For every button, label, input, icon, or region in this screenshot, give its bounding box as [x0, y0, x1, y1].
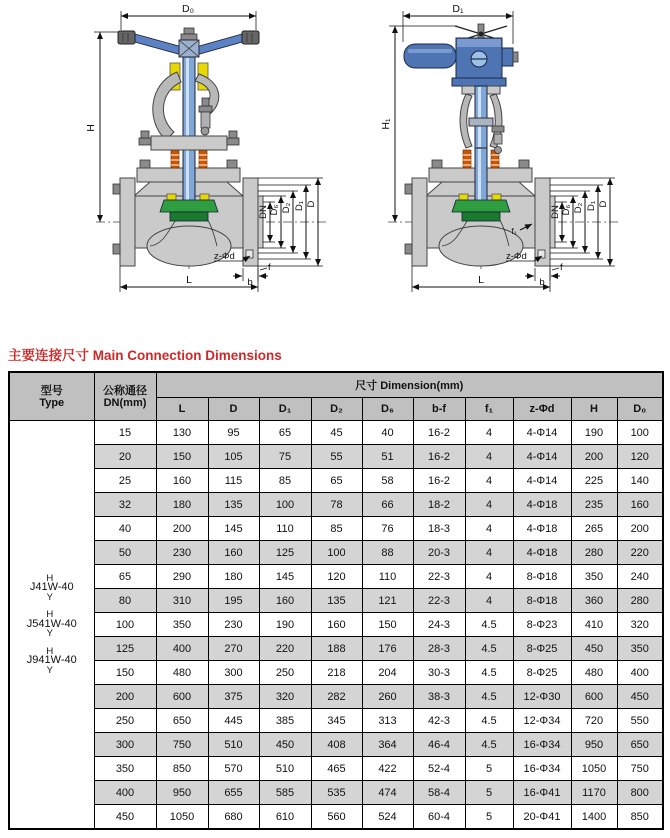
- table-row: [9, 613, 663, 637]
- actuator-connector: [502, 48, 513, 66]
- dim-cell: 474: [362, 781, 413, 805]
- dim-cell: 75: [259, 445, 311, 469]
- dim-cell: 280: [617, 589, 663, 613]
- dim-cell: 345: [311, 709, 362, 733]
- dim-cell: 20: [94, 445, 156, 469]
- dim-cell: 120: [311, 565, 362, 589]
- dim-cell: 4.5: [465, 661, 513, 685]
- dim-cell: 850: [156, 757, 208, 781]
- valve-type: H J941W-40 Y: [26, 645, 77, 676]
- dim-cell: 22-3: [413, 565, 465, 589]
- dim-cell: 4: [465, 493, 513, 517]
- dim-cell: 450: [571, 637, 617, 661]
- dim-cell: 85: [311, 517, 362, 541]
- dim-cell: 58: [362, 469, 413, 493]
- dim-cell: 4: [465, 421, 513, 445]
- col-header-D1: D₁: [259, 398, 311, 421]
- col-header-L: L: [156, 398, 208, 421]
- dim-cell: 200: [571, 445, 617, 469]
- dim-cell: 195: [208, 589, 259, 613]
- dim-cell: 4.5: [465, 613, 513, 637]
- dim-cell: 20-3: [413, 541, 465, 565]
- dim-cell: 8-Φ23: [513, 613, 571, 637]
- handwheel-spoke: [135, 34, 182, 55]
- dim-cell: 15: [94, 421, 156, 445]
- dim-cell: 135: [208, 493, 259, 517]
- type-header-cjk: 型号: [40, 384, 63, 397]
- table-row: [9, 709, 663, 733]
- valve-diagrams: [0, 0, 670, 300]
- table-row: [9, 733, 663, 757]
- dim-cell: 4-Φ14: [513, 469, 571, 493]
- dim-cell: 280: [571, 541, 617, 565]
- dim-cell: 300: [94, 733, 156, 757]
- stem-coupling: [469, 118, 493, 126]
- dim-cell: 4.5: [465, 709, 513, 733]
- dim-cell: 1400: [571, 805, 617, 830]
- dim-cell: 4-Φ18: [513, 517, 571, 541]
- dim-cell: 150: [362, 613, 413, 637]
- section-title: [8, 344, 670, 364]
- dim-cell: 65: [259, 421, 311, 445]
- table-row: [9, 781, 663, 805]
- dim-cell: 105: [208, 445, 259, 469]
- dim-cell: 4.5: [465, 685, 513, 709]
- dim-cell: 350: [156, 613, 208, 637]
- dim-cell: 400: [617, 661, 663, 685]
- col-header-D2: D₂: [311, 398, 362, 421]
- dim-cell: 28-3: [413, 637, 465, 661]
- dim-cell: 4: [465, 589, 513, 613]
- dim-cell: 570: [208, 757, 259, 781]
- dim-cell: 270: [208, 637, 259, 661]
- dim-cell: 120: [617, 445, 663, 469]
- dim-cell: 650: [156, 709, 208, 733]
- dim-cell: 65: [311, 469, 362, 493]
- dim-cell: 85: [259, 469, 311, 493]
- dim-cell: 240: [617, 565, 663, 589]
- dim-cell: 180: [156, 493, 208, 517]
- dim-cell: 250: [259, 661, 311, 685]
- dim-cell: 5: [465, 781, 513, 805]
- dim-cell: 42-3: [413, 709, 465, 733]
- dn-header-cjk: 公称通径: [103, 384, 147, 397]
- dim-cell: 230: [208, 613, 259, 637]
- dim-cell: 218: [311, 661, 362, 685]
- dim-cell: 100: [311, 541, 362, 565]
- table-row: [9, 421, 663, 445]
- dim-cell: 16-2: [413, 445, 465, 469]
- dim-cell: 16-Φ34: [513, 757, 571, 781]
- dim-cell: 204: [362, 661, 413, 685]
- dim-cell: 720: [571, 709, 617, 733]
- dim-cell: 80: [94, 589, 156, 613]
- dim-cell: 450: [259, 733, 311, 757]
- dim-cell: 220: [617, 541, 663, 565]
- dim-cell: 4: [465, 565, 513, 589]
- col-header-f1: f₁: [465, 398, 513, 421]
- section-title-text: 主要连接尺寸 Main Connection Dimensions: [8, 348, 282, 363]
- col-header-D0: D₀: [617, 398, 663, 421]
- dim-cell: 600: [571, 685, 617, 709]
- dim-cell: 850: [617, 805, 663, 830]
- dim-cell: 550: [617, 709, 663, 733]
- dim-cell: 230: [156, 541, 208, 565]
- dimension-table: [8, 371, 664, 830]
- dim-cell: 145: [259, 565, 311, 589]
- dim-label-d1-top: D₁: [452, 3, 464, 15]
- manual-valve-diagram: [85, 3, 326, 292]
- dim-cell: 121: [362, 589, 413, 613]
- dim-cell: 310: [156, 589, 208, 613]
- dim-label-d0: D₀: [182, 3, 194, 15]
- yoke-arm: [153, 72, 181, 140]
- dim-cell: 50: [94, 541, 156, 565]
- dim-cell: 66: [362, 493, 413, 517]
- dim-cell: 130: [156, 421, 208, 445]
- dim-cell: 190: [259, 613, 311, 637]
- dim-cell: 480: [156, 661, 208, 685]
- table-row: [9, 661, 663, 685]
- dim-cell: 5: [465, 805, 513, 830]
- table-row: [9, 469, 663, 493]
- dim-cell: 20-Φ41: [513, 805, 571, 830]
- dim-cell: 4: [465, 541, 513, 565]
- handwheel-spoke: [196, 34, 242, 55]
- dim-cell: 115: [208, 469, 259, 493]
- dim-cell: 360: [571, 589, 617, 613]
- dim-cell: 385: [259, 709, 311, 733]
- dim-cell: 5: [465, 757, 513, 781]
- electric-valve-diagram: [380, 3, 618, 292]
- dim-cell: 140: [617, 469, 663, 493]
- dim-cell: 45: [311, 421, 362, 445]
- col-header-D6: D₆: [362, 398, 413, 421]
- table-row: [9, 757, 663, 781]
- dim-cell: 4: [465, 445, 513, 469]
- dim-cell: 110: [259, 517, 311, 541]
- dim-cell: 200: [617, 517, 663, 541]
- dim-cell: 524: [362, 805, 413, 830]
- dim-cell: 8-Φ18: [513, 589, 571, 613]
- type-cell: [9, 421, 94, 830]
- dim-cell: 480: [571, 661, 617, 685]
- dim-cell: 160: [208, 541, 259, 565]
- dim-cell: 375: [208, 685, 259, 709]
- dim-cell: 290: [156, 565, 208, 589]
- dim-cell: 1050: [571, 757, 617, 781]
- dim-cell: 25: [94, 469, 156, 493]
- dim-cell: 4: [465, 469, 513, 493]
- dim-cell: 750: [617, 757, 663, 781]
- dim-cell: 76: [362, 517, 413, 541]
- dim-cell: 46-4: [413, 733, 465, 757]
- dim-cell: 88: [362, 541, 413, 565]
- dim-cell: 610: [259, 805, 311, 830]
- dim-cell: 8-Φ18: [513, 565, 571, 589]
- dim-cell: 655: [208, 781, 259, 805]
- dim-cell: 265: [571, 517, 617, 541]
- dim-cell: 95: [208, 421, 259, 445]
- dim-cell: 200: [156, 517, 208, 541]
- dim-cell: 585: [259, 781, 311, 805]
- valve-type: H J541W-40 Y: [26, 609, 77, 640]
- dim-cell: 220: [259, 637, 311, 661]
- dim-cell: 190: [571, 421, 617, 445]
- dim-cell: 410: [571, 613, 617, 637]
- dim-cell: 16-Φ41: [513, 781, 571, 805]
- dim-cell: 400: [94, 781, 156, 805]
- dim-label-h1: H₁: [380, 118, 392, 130]
- dim-cell: 422: [362, 757, 413, 781]
- table-row: [9, 805, 663, 830]
- dim-cell: 510: [208, 733, 259, 757]
- dim-cell: 225: [571, 469, 617, 493]
- dim-cell: 8-Φ25: [513, 661, 571, 685]
- dim-cell: 16-2: [413, 469, 465, 493]
- table-row: [9, 685, 663, 709]
- dim-cell: 950: [156, 781, 208, 805]
- dim-cell: 188: [311, 637, 362, 661]
- dn-header-en: DN(mm): [103, 396, 147, 409]
- dim-cell: 350: [94, 757, 156, 781]
- dim-cell: 78: [311, 493, 362, 517]
- dim-cell: 12-Φ34: [513, 709, 571, 733]
- dim-cell: 950: [571, 733, 617, 757]
- dim-cell: 145: [208, 517, 259, 541]
- dim-cell: 350: [617, 637, 663, 661]
- bonnet: [151, 136, 227, 150]
- dim-cell: 250: [94, 709, 156, 733]
- col-header-H: H: [571, 398, 617, 421]
- table-row: [9, 637, 663, 661]
- col-header-dn: [94, 372, 156, 421]
- dim-cell: 260: [362, 685, 413, 709]
- dim-cell: 40: [362, 421, 413, 445]
- dim-cell: 4-Φ18: [513, 493, 571, 517]
- table-row: [9, 493, 663, 517]
- dim-cell: 4-Φ14: [513, 421, 571, 445]
- table-row: [9, 589, 663, 613]
- handwheel-knob: [118, 31, 135, 44]
- dim-cell: 800: [617, 781, 663, 805]
- dimension-table-body: [9, 421, 663, 830]
- dim-cell: 4-Φ14: [513, 445, 571, 469]
- table-row: [9, 445, 663, 469]
- dim-cell: 600: [156, 685, 208, 709]
- dim-cell: 65: [94, 565, 156, 589]
- dim-cell: 1050: [156, 805, 208, 830]
- actuator-motor: [404, 44, 456, 68]
- type-header-en: Type: [39, 396, 65, 409]
- dim-cell: 200: [94, 685, 156, 709]
- dim-cell: 320: [259, 685, 311, 709]
- dim-cell: 235: [571, 493, 617, 517]
- dim-cell: 135: [311, 589, 362, 613]
- dim-cell: 313: [362, 709, 413, 733]
- dim-cell: 282: [311, 685, 362, 709]
- dim-cell: 40: [94, 517, 156, 541]
- dim-cell: 680: [208, 805, 259, 830]
- dim-label-h: H: [85, 124, 97, 132]
- col-header-dimension-group: 尺寸 Dimension(mm): [156, 372, 663, 398]
- dim-cell: 4: [465, 517, 513, 541]
- dim-cell: 58-4: [413, 781, 465, 805]
- dim-cell: 38-3: [413, 685, 465, 709]
- dim-cell: 150: [94, 661, 156, 685]
- dim-cell: 60-4: [413, 805, 465, 830]
- dim-cell: 364: [362, 733, 413, 757]
- dim-cell: 560: [311, 805, 362, 830]
- valve-type: H J41W-40 Y: [29, 572, 74, 603]
- dim-cell: 30-3: [413, 661, 465, 685]
- dim-cell: 125: [259, 541, 311, 565]
- handwheel-knob: [242, 31, 259, 44]
- dim-label-f1: f₁: [511, 226, 517, 236]
- dim-cell: 450: [617, 685, 663, 709]
- dim-cell: 22-3: [413, 589, 465, 613]
- col-header-b-f: b-f: [413, 398, 465, 421]
- table-header: [9, 372, 663, 421]
- dim-cell: 650: [617, 733, 663, 757]
- dim-cell: 55: [311, 445, 362, 469]
- dim-cell: 176: [362, 637, 413, 661]
- dim-cell: 32: [94, 493, 156, 517]
- actuator-handwheel: [455, 26, 481, 34]
- dim-cell: 400: [156, 637, 208, 661]
- dim-cell: 160: [311, 613, 362, 637]
- gland-eyebolt: [199, 106, 212, 112]
- stem-nut: [184, 28, 194, 34]
- dim-cell: 160: [259, 589, 311, 613]
- dim-cell: 100: [259, 493, 311, 517]
- dim-cell: 535: [311, 781, 362, 805]
- dim-cell: 125: [94, 637, 156, 661]
- dim-cell: 465: [311, 757, 362, 781]
- table-row: [9, 565, 663, 589]
- table-row: [9, 541, 663, 565]
- dim-cell: 18-2: [413, 493, 465, 517]
- dim-cell: 445: [208, 709, 259, 733]
- dim-cell: 350: [571, 565, 617, 589]
- dim-cell: 408: [311, 733, 362, 757]
- dim-cell: 100: [617, 421, 663, 445]
- col-header-type: [9, 372, 94, 421]
- dim-cell: 510: [259, 757, 311, 781]
- table-row: [9, 517, 663, 541]
- dim-cell: 750: [156, 733, 208, 757]
- dim-cell: 16-Φ34: [513, 733, 571, 757]
- dim-cell: 150: [156, 445, 208, 469]
- dim-cell: 16-2: [413, 421, 465, 445]
- dim-cell: 4.5: [465, 637, 513, 661]
- dim-cell: 52-4: [413, 757, 465, 781]
- dim-cell: 8-Φ25: [513, 637, 571, 661]
- dim-cell: 18-3: [413, 517, 465, 541]
- dim-cell: 160: [617, 493, 663, 517]
- dim-cell: 450: [94, 805, 156, 830]
- dim-cell: 12-Φ30: [513, 685, 571, 709]
- dim-cell: 4-Φ18: [513, 541, 571, 565]
- dim-cell: 110: [362, 565, 413, 589]
- dim-cell: 320: [617, 613, 663, 637]
- dim-cell: 51: [362, 445, 413, 469]
- dim-cell: 100: [94, 613, 156, 637]
- col-header-z-phi-d: z-Φd: [513, 398, 571, 421]
- dim-cell: 24-3: [413, 613, 465, 637]
- dim-cell: 1170: [571, 781, 617, 805]
- dim-cell: 180: [208, 565, 259, 589]
- dim-cell: 4.5: [465, 733, 513, 757]
- col-header-D: D: [208, 398, 259, 421]
- dim-cell: 300: [208, 661, 259, 685]
- dim-cell: 160: [156, 469, 208, 493]
